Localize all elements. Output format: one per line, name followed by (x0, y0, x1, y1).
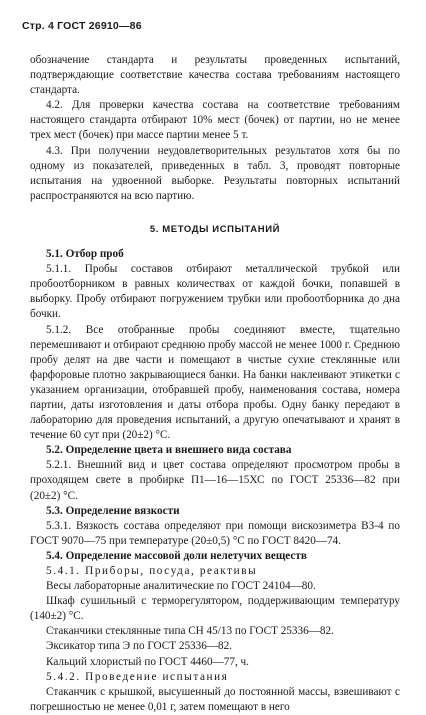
paragraph-procedure: Стаканчик с крышкой, высушенный до постоянной массы, взвешивают с погрешностью не менее 0,01 г, затем помещают в него (30, 685, 400, 713)
equipment-item: Кальций хлористый по ГОСТ 4460—77, ч. (46, 655, 249, 668)
subsection-5-2-heading: 5.2. Определение цвета и внешнего вида состава (46, 444, 292, 457)
subsection-5-1-heading: 5.1. Отбор проб (46, 248, 124, 261)
paragraph-5-4-1: 5.4.1. Приборы, посуда, реактивы (46, 565, 258, 577)
page-header: Стр. 4 ГОСТ 26910—86 (22, 20, 142, 32)
equipment-item: Эксикатор типа Э по ГОСТ 25336—82. (46, 640, 232, 653)
subsection-5-4-heading: 5.4. Определение массовой доли нелетучих веществ (46, 549, 307, 562)
paragraph-5-4-2: 5.4.2. Проведение испытания (46, 670, 229, 683)
paragraph-4-3: 4.3. При получении неудовлетворительных результатов хотя бы по одному из показателей, приведенных в табл. 3, проводят повторные испытания на удвоенной выборке. Результаты повторных испытаний распространяются на всю партию. (30, 144, 400, 202)
paragraph-5-3-1: 5.3.1. Вязкость состава определяют при помощи вискозиметра ВЗ-4 по ГОСТ 9070—75 при температуре (20±0,5) °С по ГОСТ 8420—74. (30, 519, 400, 547)
paragraph-5-2-1: 5.2.1. Внешний вид и цвет состава определяют просмотром пробы в проходящем свете в пробирке П1—16—15ХС по ГОСТ 25336—82 при (20±2) °С. (30, 459, 400, 502)
paragraph-continuation: обозначение стандарта и результаты проведенных испытаний, подтверждающие соответствие качества состава требованиям настоящего стандарта. (30, 54, 400, 97)
subsection-5-3-heading: 5.3. Определение вязкости (46, 504, 180, 517)
section-title: 5. МЕТОДЫ ИСПЫТАНИЙ (149, 223, 281, 235)
paragraph-5-1-2: 5.1.2. Все отобранные пробы соединяют вместе, тщательно перемешивают и отбирают среднюю пробу массой не менее 1000 г. Среднюю пробу делят на две части и помещают в чистые сухие стеклянные или фарфоровые плотно закрывающиеся банки. На банки наклеивают этикетки с указанием организации, отобравшей пробу, наименования состава, номера партии, даты изготовления и даты отбора пробы. Одну банку передают в лабораторию для проведения испытаний, а другую опечатывают и хранят в течение 60 сут при (20±2) °С. (30, 323, 400, 442)
paragraph-4-2: 4.2. Для проверки качества состава на соответствие требованиям настоящего стандарта отбирают 10% мест (бочек) от партии, но не менее трех мест (бочек) при массе партии менее 5 т. (30, 99, 400, 142)
equipment-item: Весы лабораторные аналитические по ГОСТ 24104—80. (46, 580, 316, 593)
equipment-item: Стаканчики стеклянные типа СН 45/13 по ГОСТ 25336—82. (46, 625, 334, 638)
document-body (30, 53, 400, 715)
paragraph-5-1-1: 5.1.1. Пробы составов отбирают металлической трубкой или пробоотборником в равных количествах от каждой бочки, попавшей в выборку. Пробу отбирают погружением трубки или пробоотборника до дна бочки. (30, 263, 400, 321)
equipment-item: Шкаф сушильный с терморегулятором, поддерживающим температуру (140±2) °С. (30, 595, 400, 623)
